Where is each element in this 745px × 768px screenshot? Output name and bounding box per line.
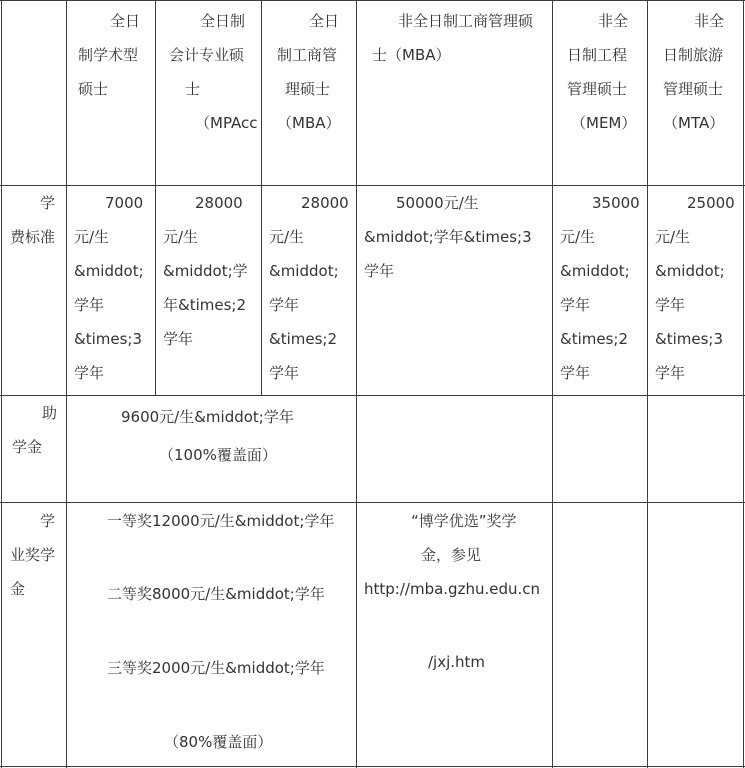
header-fulltime-mba [277, 4, 357, 140]
cell-line: 金，参见 [421, 546, 482, 564]
cell-line: &middot; [74, 262, 144, 280]
tuition-label [10, 186, 66, 254]
cell-line: 学年 [269, 296, 300, 314]
scholarship-tier-3 [107, 651, 356, 685]
cell-line: 学年 [655, 296, 686, 314]
cell-line: &middot; [560, 262, 630, 280]
header-mpacc [169, 4, 261, 140]
cell-line: 35000 [592, 194, 640, 212]
cell-line: （MBA） [277, 114, 341, 132]
cell-line: 非全 [598, 12, 629, 30]
tuition-parttime-mba [364, 186, 552, 288]
cell-line: 日制工程 [567, 46, 628, 64]
grant-label [12, 396, 66, 464]
cell-line: 全日 [110, 12, 141, 30]
cell-line: 一等奖12000元/生&middot;学年 [107, 512, 335, 530]
cell-line: 学 [40, 194, 56, 212]
cell-line: &middot;学年&times;3 [364, 228, 532, 246]
cell-line: （MTA） [663, 114, 725, 132]
cell-line: 学 [40, 512, 56, 530]
tuition-academic-master [74, 186, 155, 390]
col-border [1, 0, 2, 768]
cell-line: 费标准 [10, 228, 56, 246]
cell-line: （100%覆盖面） [159, 446, 277, 464]
cell-line: 学年 [74, 364, 105, 382]
cell-line: （MPAcc [195, 114, 258, 132]
cell-line: 业奖学 [10, 546, 56, 564]
cell-line: 元/生 [163, 228, 199, 246]
col-border [261, 0, 262, 395]
cell-line: 7000 [105, 194, 144, 212]
scholarship-coverage [164, 725, 356, 759]
cell-line: 学年 [74, 296, 105, 314]
tuition-mpacc [163, 186, 261, 356]
row-border [0, 502, 745, 503]
cell-line: 助 [42, 404, 58, 422]
cell-line: 全日 [309, 12, 340, 30]
cell-line: http://mba.gzhu.edu.cn [364, 580, 541, 598]
row-border [0, 766, 745, 767]
cell-line: 会计专业硕 [169, 46, 245, 64]
cell-line: 28000 [195, 194, 243, 212]
cell-line: 学金 [12, 438, 43, 456]
cell-line: （80%覆盖面） [164, 733, 273, 751]
scholarship-tier-1 [107, 504, 356, 538]
row-border [0, 0, 745, 1]
cell-line: 学年 [163, 330, 194, 348]
cell-line: 士（MBA） [372, 46, 451, 64]
cell-line: 管理硕士 [663, 80, 724, 98]
tuition-fulltime-mba [269, 186, 356, 390]
header-mem [567, 4, 647, 140]
col-border [66, 0, 67, 768]
cell-line: &times;3 [74, 330, 142, 348]
cell-line: /jxj.htm [428, 653, 486, 671]
cell-line: 50000元/生 [396, 194, 479, 212]
cell-line: 制学术型 [78, 46, 139, 64]
cell-line: 全日制 [200, 12, 246, 30]
cell-line: 学年 [560, 296, 591, 314]
scholarship-mba-note [364, 504, 552, 606]
cell-line: 理硕士 [285, 80, 331, 98]
cell-line: 二等奖8000元/生&middot;学年 [107, 585, 325, 603]
scholarship-tier-2 [107, 577, 356, 611]
cell-line: 学年 [655, 364, 686, 382]
cell-line: 元/生 [655, 228, 691, 246]
tuition-mta [655, 186, 743, 390]
header-academic-master [78, 4, 154, 106]
cell-line: 学年 [364, 262, 395, 280]
cell-line: 元/生 [74, 228, 110, 246]
scholarship-label [10, 504, 66, 606]
grant-value [121, 398, 356, 474]
cell-line: 年&times;2 [163, 296, 246, 314]
cell-line: 学年 [269, 364, 300, 382]
cell-line: &middot;学 [163, 262, 248, 280]
scholarship-mba-link-tail [428, 645, 552, 679]
col-border [155, 0, 156, 395]
cell-line: 元/生 [269, 228, 305, 246]
cell-line: &middot; [655, 262, 725, 280]
cell-line: &times;3 [655, 330, 723, 348]
cell-line: 28000 [301, 194, 349, 212]
tuition-mem [560, 186, 647, 390]
cell-line: 制工商管 [277, 46, 338, 64]
cell-line: 元/生 [560, 228, 596, 246]
cell-line: 学年 [560, 364, 591, 382]
header-parttime-mba [372, 4, 552, 72]
cell-line: （MEM） [571, 114, 637, 132]
cell-line: 金 [10, 580, 26, 598]
cell-line: &times;2 [269, 330, 337, 348]
cell-line: 管理硕士 [567, 80, 628, 98]
cell-line: 硕士 [78, 80, 109, 98]
header-mta [663, 4, 743, 140]
cell-line: 日制旅游 [663, 46, 724, 64]
cell-line: 25000 [687, 194, 735, 212]
col-border [743, 0, 744, 768]
cell-line: &middot; [269, 262, 339, 280]
cell-line: 非全 [694, 12, 725, 30]
row-border [0, 395, 745, 396]
col-border [647, 0, 648, 768]
cell-line: 三等奖2000元/生&middot;学年 [107, 659, 325, 677]
cell-line: 9600元/生&middot;学年 [121, 408, 294, 426]
col-border [552, 0, 553, 768]
cell-line: &times;2 [560, 330, 628, 348]
cell-line: 非全日制工商管理硕 [398, 12, 534, 30]
cell-line: 士 [185, 80, 201, 98]
cell-line: “博学优选”奖学 [411, 512, 517, 530]
